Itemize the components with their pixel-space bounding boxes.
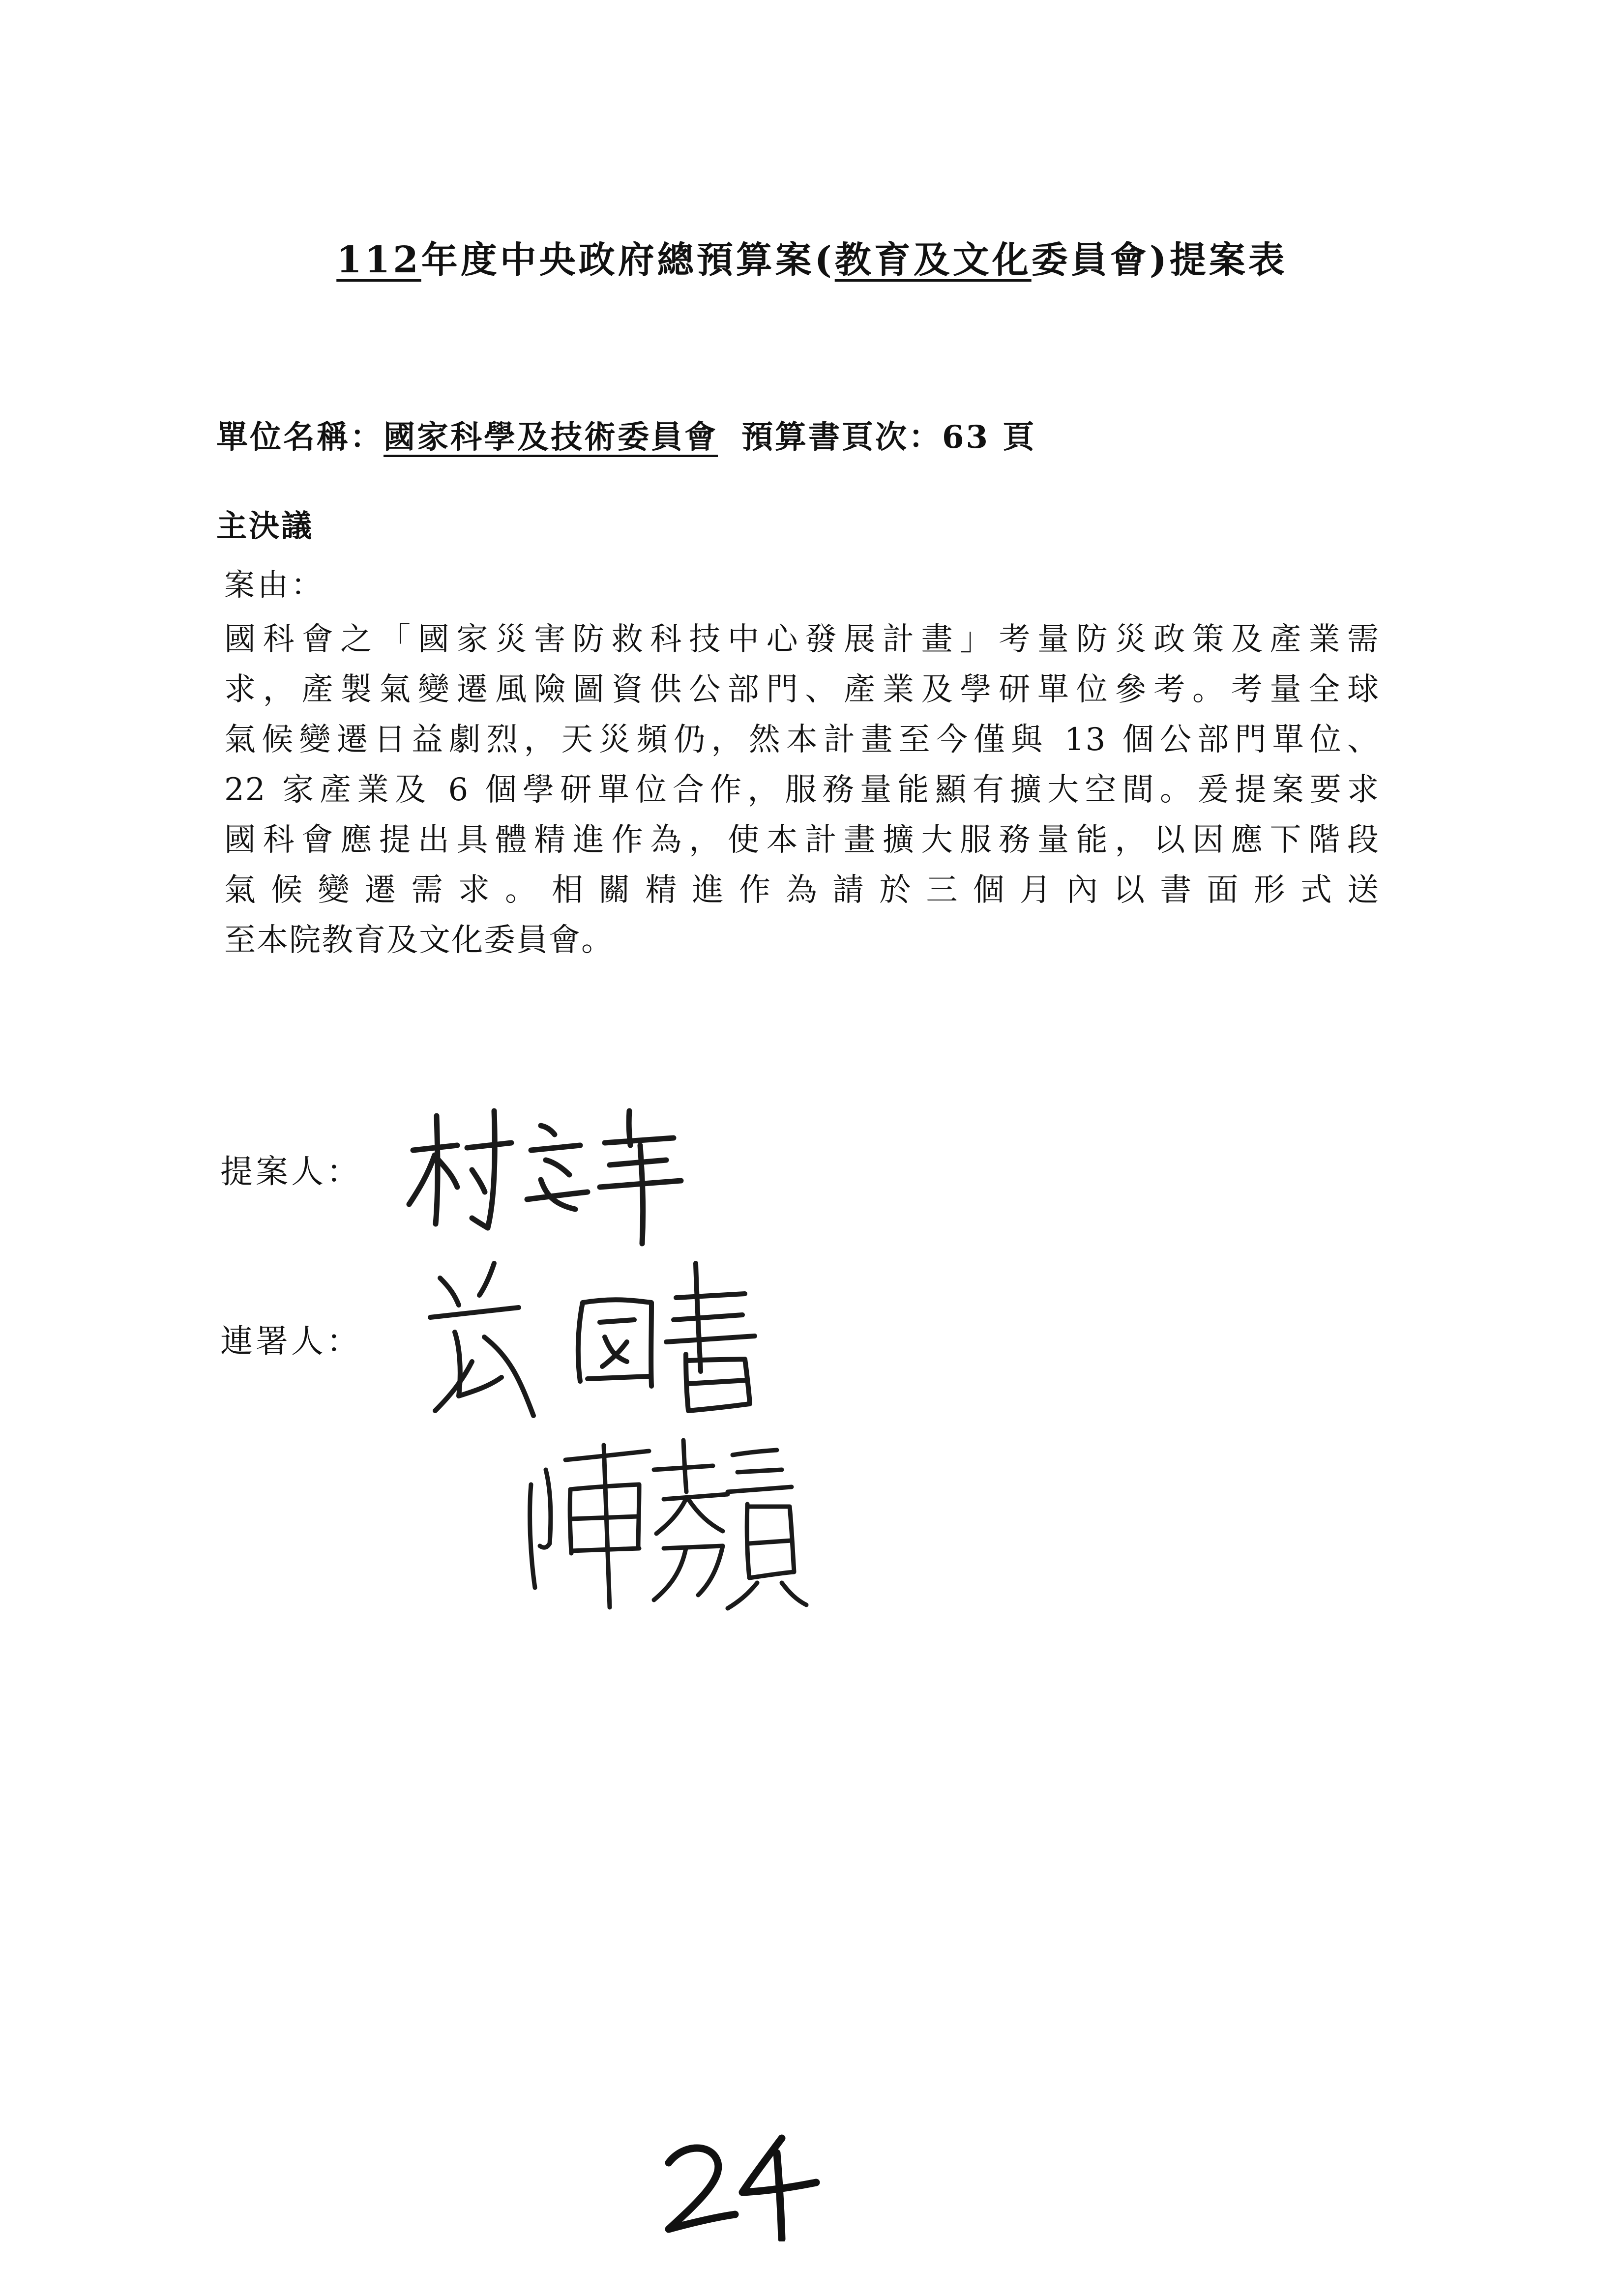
reason-body bbox=[224, 614, 1380, 965]
reason-label: 案由： bbox=[224, 567, 325, 603]
proposer-label: 提案人： bbox=[220, 1153, 362, 1191]
resolution-heading: 主決議 bbox=[216, 508, 314, 544]
cosigner-signature-2 bbox=[516, 1425, 821, 1612]
title-committee: 教育及文化 bbox=[834, 239, 1032, 281]
body-line: 國科會應提出具體精進作為，使本計畫擴大服務量能，以因應下階段 bbox=[224, 822, 1380, 858]
unit-line bbox=[216, 412, 1036, 457]
body-line: 氣候變遷日益劇烈，天災頻仍，然本計畫至今僅與 13 個公部門單位、 bbox=[224, 722, 1380, 758]
cosigner-label: 連署人： bbox=[220, 1322, 362, 1360]
title-year: 112 bbox=[336, 239, 421, 281]
budget-page-value: 63 頁 bbox=[942, 419, 1036, 456]
cosigner-signature-1 bbox=[420, 1249, 794, 1435]
unit-name: 國家科學及技術委員會 bbox=[384, 419, 718, 456]
unit-label: 單位名稱： bbox=[216, 419, 384, 456]
page-title bbox=[0, 231, 1624, 283]
body-line: 氣候變遷需求。相關精進作為請於三個月內以書面形式送 bbox=[224, 872, 1380, 908]
body-line: 22 家產業及 6 個學研單位合作，服務量能顯有擴大空間。爰提案要求 bbox=[224, 772, 1380, 808]
body-line: 至本院教育及文化委員會。 bbox=[224, 922, 614, 959]
body-line: 國科會之「國家災害防救科技中心發展計畫」考量防災政策及產業需 bbox=[224, 621, 1380, 658]
budget-page-label: 預算書頁次： bbox=[741, 419, 942, 456]
body-line: 求，產製氣變遷風險圖資供公部門、產業及學研單位參考。考量全球 bbox=[224, 671, 1380, 708]
title-part-1: 年度中央政府總預算案( bbox=[421, 239, 835, 281]
handwritten-page-number bbox=[649, 2133, 826, 2241]
title-part-2: 委員會)提案表 bbox=[1031, 239, 1288, 281]
proposer-signature bbox=[398, 1096, 713, 1253]
